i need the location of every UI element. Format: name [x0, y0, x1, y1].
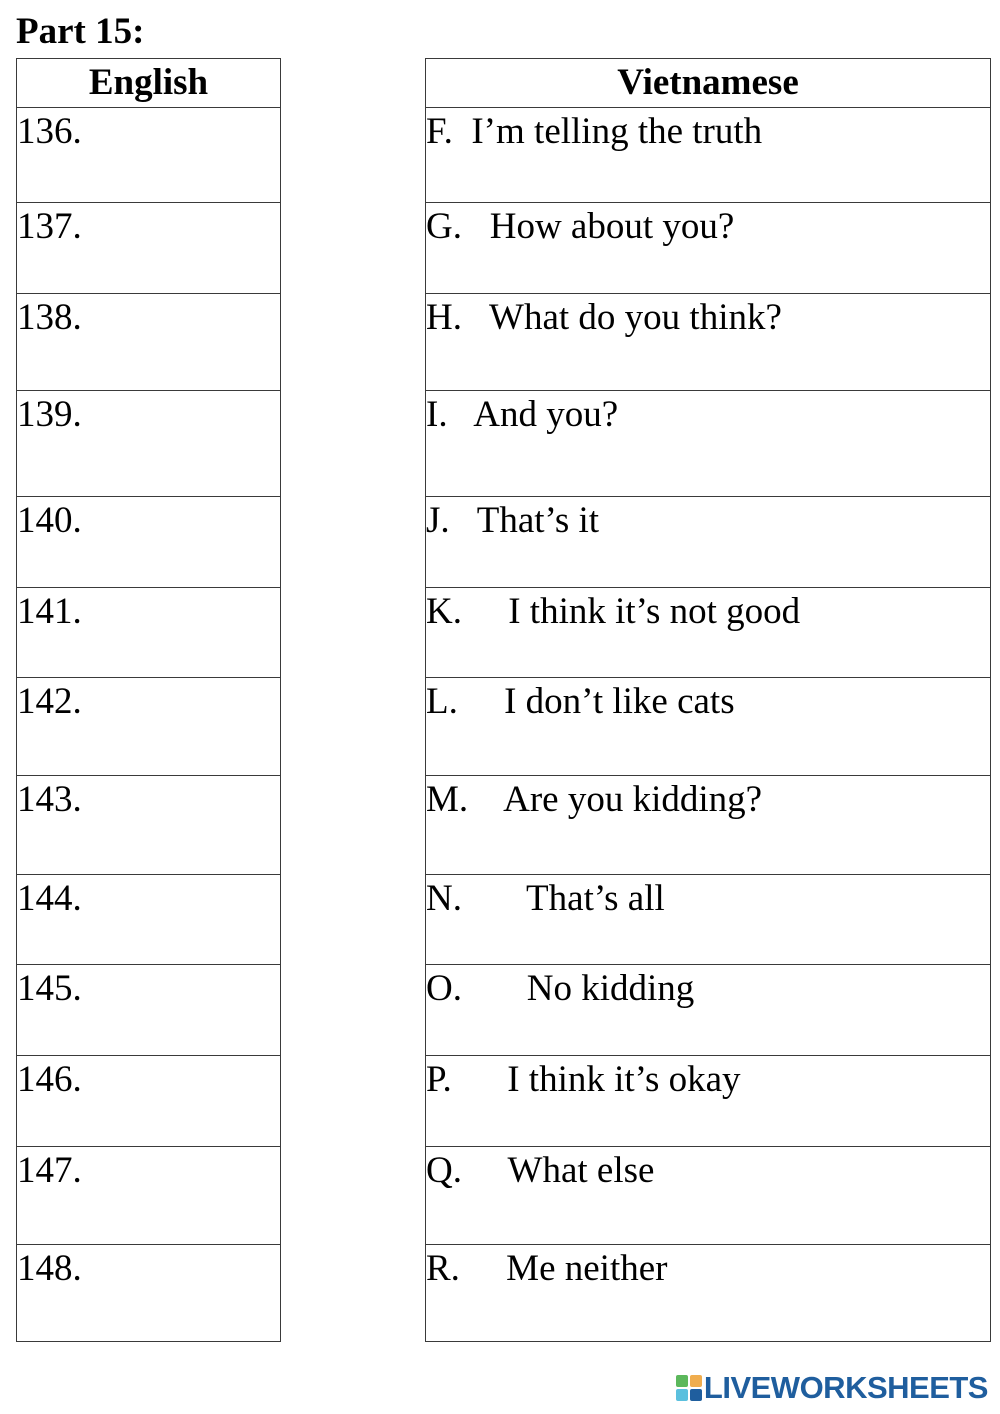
- english-answer-cell[interactable]: 141.: [17, 588, 281, 678]
- english-answer-cell[interactable]: 145.: [17, 965, 281, 1056]
- part-title: Part 15:: [16, 11, 145, 52]
- vietnamese-phrase-cell: G. How about you?: [426, 203, 991, 294]
- english-table: [16, 58, 281, 1342]
- liveworksheets-logo-icon: [676, 1375, 702, 1401]
- english-answer-cell[interactable]: 138.: [17, 294, 281, 391]
- vietnamese-phrase-cell: Q. What else: [426, 1147, 991, 1245]
- vietnamese-phrase-cell: N. That’s all: [426, 875, 991, 965]
- vietnamese-phrase-cell: K. I think it’s not good: [426, 588, 991, 678]
- english-answer-cell[interactable]: 137.: [17, 203, 281, 294]
- vietnamese-phrase-cell: J. That’s it: [426, 497, 991, 588]
- english-answer-cell[interactable]: 146.: [17, 1056, 281, 1147]
- vietnamese-phrase-cell: L. I don’t like cats: [426, 678, 991, 776]
- logo-text: LIVEWORKSHEETS: [703, 1370, 988, 1405]
- english-column-header: English: [17, 59, 281, 108]
- english-answer-cell[interactable]: 144.: [17, 875, 281, 965]
- vietnamese-table: [425, 58, 991, 1342]
- vietnamese-phrase-cell: O. No kidding: [426, 965, 991, 1056]
- liveworksheets-logo: [676, 1370, 988, 1406]
- vietnamese-phrase-cell: I. And you?: [426, 391, 991, 497]
- vietnamese-phrase-cell: M. Are you kidding?: [426, 776, 991, 875]
- vietnamese-phrase-cell: P. I think it’s okay: [426, 1056, 991, 1147]
- english-answer-cell[interactable]: 139.: [17, 391, 281, 497]
- english-answer-cell[interactable]: 142.: [17, 678, 281, 776]
- vietnamese-phrase-cell: H. What do you think?: [426, 294, 991, 391]
- vietnamese-column-header: Vietnamese: [426, 59, 991, 108]
- vietnamese-phrase-cell: R. Me neither: [426, 1245, 991, 1342]
- english-answer-cell[interactable]: 143.: [17, 776, 281, 875]
- english-answer-cell[interactable]: 136.: [17, 108, 281, 203]
- english-answer-cell[interactable]: 140.: [17, 497, 281, 588]
- vietnamese-phrase-cell: F. I’m telling the truth: [426, 108, 991, 203]
- english-answer-cell[interactable]: 147.: [17, 1147, 281, 1245]
- english-answer-cell[interactable]: 148.: [17, 1245, 281, 1342]
